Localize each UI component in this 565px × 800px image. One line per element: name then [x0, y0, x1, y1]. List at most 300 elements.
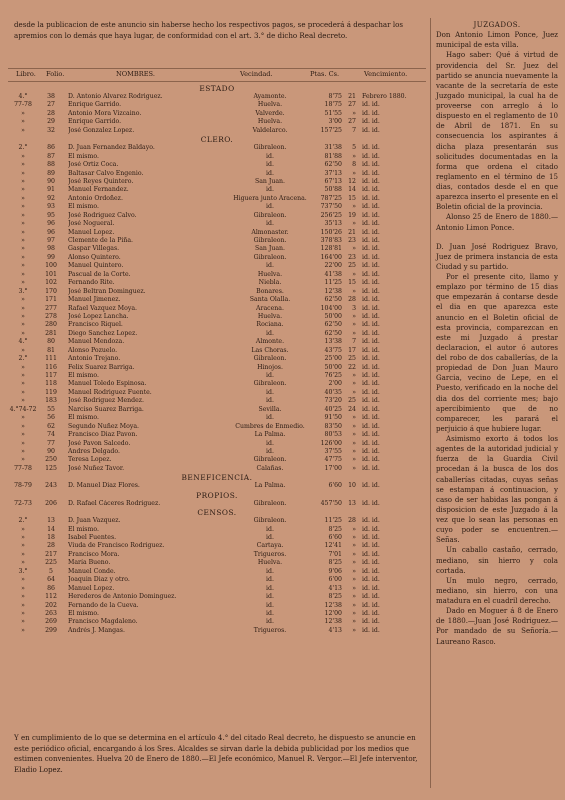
cell-folio: 112	[45, 593, 57, 601]
table-row	[8, 127, 426, 135]
cell-ptas: 6'60	[328, 482, 342, 490]
cell-nombre: Manuel Mendoza.	[68, 338, 125, 346]
table-row	[8, 279, 426, 287]
cell-vecindad: id.	[266, 169, 274, 177]
cell-folio: 118	[45, 380, 57, 388]
table-row	[8, 212, 426, 220]
cell-libro: »	[21, 618, 25, 626]
cell-ptas: 51'55	[324, 109, 342, 117]
cell-nombre: José Rodriguez Mendez.	[68, 397, 144, 405]
cell-nombre: Herederos de Antonio Dominguez.	[68, 593, 177, 601]
cell-libro: »	[21, 329, 25, 337]
cell-nombre: Manuel Lopez.	[68, 228, 115, 236]
cell-nombre: Manuel Toledo Espinosa.	[68, 380, 147, 388]
cell-cts: »	[352, 287, 356, 295]
cell-cts: »	[352, 203, 356, 211]
cell-libro: »	[21, 194, 25, 202]
table-row	[8, 517, 426, 525]
cell-nombre: Viuda de Francisco Rodriguez.	[68, 542, 165, 550]
cell-vecindad: Gibraleon.	[253, 517, 287, 525]
cell-vencimiento: id. id.	[362, 447, 380, 455]
cell-vencimiento: id. id.	[362, 321, 380, 329]
cell-vecindad: La Palma.	[254, 482, 286, 490]
cell-cts: 28	[348, 517, 356, 525]
cell-folio: 5	[49, 567, 53, 575]
cell-vencimiento: id. id.	[362, 609, 380, 617]
cell-folio: 99	[47, 253, 55, 261]
cell-folio: 269	[45, 618, 57, 626]
cell-nombre: Isabel Fuentes.	[68, 534, 117, 541]
cell-vencimiento: id. id.	[362, 296, 380, 304]
cell-cts: »	[352, 388, 356, 396]
cell-cts: »	[352, 380, 356, 388]
cell-cts: 25	[348, 262, 356, 270]
cell-folio: 202	[45, 601, 57, 609]
divider-top	[8, 68, 426, 69]
cell-folio: 32	[47, 126, 55, 134]
juzgados-paragraph: Hago saber: Qué á virtud de providencia del Sr. Juez del partido se anuncia nuevamente la vacante de la secretaría de este Juzgado municipal, la cual ha de proveerse con arreglo á lo dispuesto en el reglamento de 10 de Abril de 1871. En su consecuencia los aspirantes á dicha plaza presentarán sus solicitudes documentadas en la forma que ordena el citado reglamento en el término de 15 dias, contados desde el en que aparezca inserto el presente en el Boletin oficial de la provincia.	[436, 50, 558, 212]
cell-ptas: 8'25	[328, 559, 342, 567]
table-row	[8, 321, 426, 329]
cell-folio: 90	[47, 447, 55, 455]
table-row	[8, 203, 426, 211]
cell-cts: »	[352, 414, 356, 422]
cell-nombre: Manuel Rodriguez Fuente.	[68, 388, 152, 396]
cell-nombre: Joaquin Diaz y otro.	[68, 576, 130, 584]
table-row	[8, 245, 426, 253]
cell-vencimiento: id. id.	[362, 329, 380, 337]
cell-cts: 22	[348, 363, 356, 371]
cell-cts: »	[352, 422, 356, 430]
cell-folio: 81	[47, 346, 55, 354]
cell-nombre: José Gonzalez Lopez.	[68, 126, 135, 134]
cell-libro: »	[21, 203, 25, 211]
table-row	[8, 627, 426, 635]
cell-folio: 86	[47, 584, 55, 592]
cell-libro: »	[21, 228, 25, 236]
cell-folio: 171	[45, 296, 57, 304]
cell-vencimiento: id. id.	[362, 177, 380, 185]
table-row	[8, 610, 426, 618]
cell-folio: 86	[47, 144, 55, 152]
cell-libro: »	[21, 456, 25, 464]
cell-libro: »	[21, 211, 25, 219]
cell-ptas: 22'00	[324, 262, 342, 270]
cell-nombre: Gaspar Villegas.	[68, 245, 120, 253]
cell-libro: »	[21, 152, 25, 160]
cell-vecindad: id.	[266, 262, 274, 270]
table-row	[8, 118, 426, 126]
cell-cts: 23	[348, 237, 356, 244]
cell-vecindad: Gibraleon.	[253, 253, 287, 261]
cell-cts: 12	[348, 177, 356, 185]
cell-ptas: 81'88	[324, 152, 342, 160]
cell-ptas: 126'00	[320, 439, 342, 447]
table-row	[8, 195, 426, 203]
cell-ptas: 25'00	[324, 355, 342, 363]
cell-cts: 7	[352, 338, 356, 346]
juzgados-paragraph: Dado en Moguer á 8 de Enero de 1880.—Juan José Rodriguez.—Por mandado de su Señoría.—Laureano Rasco.	[436, 606, 558, 646]
table-row	[8, 288, 426, 296]
cell-nombre: Segundo Nuñez Moya.	[68, 422, 139, 430]
cell-ptas: 35'13	[324, 220, 342, 228]
cell-ptas: 104'00	[320, 304, 342, 312]
table-row	[8, 338, 426, 346]
cell-vecindad: id.	[266, 567, 274, 575]
cell-nombre: Alonso Pozuelo.	[68, 346, 118, 354]
divider-header	[8, 81, 426, 82]
table-row	[8, 389, 426, 397]
cell-nombre: Francisco Magdaleno.	[68, 618, 138, 626]
cell-cts: »	[352, 626, 356, 634]
cell-cts: »	[352, 329, 356, 337]
cell-vencimiento: id. id.	[362, 245, 380, 253]
cell-libro: »	[21, 237, 25, 244]
cell-vencimiento: id. id.	[362, 388, 380, 396]
cell-vecindad: id.	[266, 618, 274, 626]
cell-libro: »	[21, 447, 25, 455]
cell-cts: »	[352, 312, 356, 320]
table-row	[8, 364, 426, 372]
cell-folio: 13	[47, 517, 55, 525]
cell-folio: 170	[45, 287, 57, 295]
cell-cts: »	[352, 618, 356, 626]
cell-vecindad: Calañas.	[256, 464, 284, 472]
table-row	[8, 220, 426, 228]
cell-cts: 21	[348, 228, 356, 236]
cell-nombre: Manuel Jimenez.	[68, 296, 121, 304]
col-ptas: Ptas. Cs.	[310, 70, 340, 78]
table-row	[8, 593, 426, 601]
table-row	[8, 296, 426, 304]
cell-cts: »	[352, 464, 356, 472]
column-headers	[8, 70, 426, 81]
cell-vecindad: Gibraleon.	[253, 211, 287, 219]
cell-ptas: 17'00	[324, 464, 342, 472]
table-row	[8, 576, 426, 584]
cell-vencimiento: id. id.	[362, 525, 380, 533]
cell-folio: 92	[47, 194, 55, 202]
table-row	[8, 448, 426, 456]
cell-libro: »	[21, 380, 25, 388]
cell-vencimiento: id. id.	[362, 584, 380, 592]
cell-libro: »	[21, 270, 25, 278]
cell-folio: 77	[47, 439, 55, 447]
cell-libro: »	[21, 372, 25, 379]
cell-vecindad: id.	[266, 329, 274, 337]
table-row	[8, 585, 426, 593]
cell-ptas: 67'13	[324, 177, 342, 185]
cell-vecindad: id.	[266, 152, 274, 160]
cell-cts: »	[352, 372, 356, 379]
table-row	[8, 551, 426, 559]
cell-vencimiento: id. id.	[362, 161, 380, 169]
cell-nombre: El mismo.	[68, 203, 99, 211]
juzgados-paragraph: D. Juan José Rodriguez Bravo, Juez de primera instancia de esta Ciudad y su partido.	[436, 241, 558, 271]
cell-libro: »	[21, 161, 25, 169]
cell-nombre: José Reyes Quintero.	[68, 177, 134, 185]
cell-libro: 4.°	[18, 93, 28, 100]
cell-vecindad: Gibraleon.	[253, 380, 287, 388]
cell-libro: »	[21, 109, 25, 117]
cell-cts: »	[352, 525, 356, 533]
cell-folio: 299	[45, 626, 57, 634]
cell-cts: 27	[348, 118, 356, 126]
cell-nombre: Fernando Rite.	[68, 279, 115, 287]
cell-folio: 27	[47, 101, 55, 109]
cell-cts: »	[352, 593, 356, 601]
cell-ptas: 80'53	[324, 431, 342, 439]
cell-folio: 250	[45, 456, 57, 464]
cell-folio: 64	[47, 576, 55, 584]
cell-ptas: 62'50	[324, 161, 342, 169]
cell-libro: »	[21, 262, 25, 270]
cell-cts: »	[352, 584, 356, 592]
cell-cts: »	[352, 609, 356, 617]
table-row	[8, 414, 426, 422]
cell-vencimiento: id. id.	[362, 237, 380, 244]
cell-ptas: 41'38	[324, 270, 342, 278]
cell-ptas: 4'13	[328, 626, 342, 634]
cell-libro: »	[21, 626, 25, 634]
cell-vencimiento: id. id.	[362, 279, 380, 287]
cell-folio: 97	[47, 237, 55, 244]
cell-libro: »	[21, 245, 25, 253]
cell-folio: 100	[45, 262, 57, 270]
cell-vecindad: Ayamonte.	[253, 93, 287, 100]
cell-libro: »	[21, 550, 25, 558]
cell-folio: 62	[47, 422, 55, 430]
cell-libro: »	[21, 388, 25, 396]
cell-nombre: Clemente de la Piña.	[68, 237, 134, 244]
cell-vencimiento: id. id.	[362, 203, 380, 211]
table-row	[8, 526, 426, 534]
cell-vecindad: Valdelarco.	[252, 126, 288, 134]
cell-vecindad: Huelva.	[257, 101, 283, 109]
table-row	[8, 568, 426, 576]
cell-vencimiento: id. id.	[362, 482, 380, 490]
cell-vecindad: Valverde.	[255, 109, 285, 117]
table-row	[8, 355, 426, 363]
cell-folio: 111	[45, 355, 57, 363]
cell-nombre: Manuel Fernandez.	[68, 186, 129, 194]
cell-vecindad: id.	[266, 584, 274, 592]
cell-vencimiento: id. id.	[362, 312, 380, 320]
section-heading: CENSOS.	[197, 508, 237, 518]
cell-vecindad: Gibraleon.	[253, 499, 287, 507]
cell-ptas: 43'75	[324, 346, 342, 354]
cell-nombre: D. Rafael Cáceres Rodriguez.	[68, 499, 161, 507]
cell-cts: 10	[348, 482, 356, 490]
cell-nombre: Andres Delgado.	[68, 447, 120, 455]
cell-ptas: 83'50	[324, 422, 342, 430]
cell-vencimiento: id. id.	[362, 567, 380, 575]
cell-nombre: Felix Suarez Barriga.	[68, 363, 135, 371]
cell-folio: 243	[45, 482, 57, 490]
cell-libro: »	[21, 584, 25, 592]
cell-vencimiento: id. id.	[362, 601, 380, 609]
cell-vencimiento: id. id.	[362, 220, 380, 228]
cell-nombre: Manuel Conde.	[68, 567, 116, 575]
cell-ptas: 457'50	[320, 499, 342, 507]
cell-libro: 2.°	[18, 517, 28, 525]
cell-vecindad: San Juan.	[255, 245, 285, 253]
cell-ptas: 76'25	[324, 372, 342, 379]
cell-cts: »	[352, 321, 356, 329]
cell-folio: 101	[45, 270, 57, 278]
cell-folio: 88	[47, 161, 55, 169]
cell-vecindad: Gibraleon.	[253, 456, 287, 464]
cell-vencimiento: id. id.	[362, 414, 380, 422]
cell-ptas: 164'00	[320, 253, 342, 261]
cell-libro: 3.°	[18, 567, 28, 575]
cell-cts: 23	[348, 253, 356, 261]
cell-folio: 280	[45, 321, 57, 329]
cell-libro: »	[21, 525, 25, 533]
cell-nombre: Diego Sanchez Lopez.	[68, 329, 138, 337]
cell-cts: »	[352, 576, 356, 584]
cell-vencimiento: id. id.	[362, 346, 380, 354]
cell-vecindad: Huelva.	[257, 118, 283, 126]
cell-vecindad: Trigueros.	[253, 550, 287, 558]
cell-vecindad: id.	[266, 388, 274, 396]
juzgados-paragraph: Don Antonio Limon Ponce, Juez municipal de esta villa.	[436, 30, 558, 50]
cell-nombre: José Beltran Dominguez.	[68, 287, 146, 295]
table-row	[8, 186, 426, 194]
cell-vencimiento: id. id.	[362, 626, 380, 634]
cell-folio: 263	[45, 609, 57, 617]
cell-ptas: 8'25	[328, 593, 342, 601]
cell-cts: 7	[352, 126, 356, 134]
cell-libro: »	[21, 186, 25, 194]
cell-folio: 28	[47, 109, 55, 117]
cell-folio: 28	[47, 542, 55, 550]
cell-folio: 117	[45, 372, 57, 379]
cell-folio: 29	[47, 118, 55, 126]
cell-vencimiento: id. id.	[362, 593, 380, 601]
cell-vencimiento: id. id.	[362, 152, 380, 160]
cell-libro: »	[21, 414, 25, 422]
cell-vencimiento: id. id.	[362, 372, 380, 379]
table-row	[8, 618, 426, 626]
cell-libro: »	[21, 601, 25, 609]
cell-folio: 38	[47, 93, 55, 100]
cell-libro: »	[21, 363, 25, 371]
cell-nombre: Andrés J. Mangas.	[68, 626, 125, 634]
cell-folio: 95	[47, 211, 55, 219]
cell-ptas: 12'38	[324, 618, 342, 626]
cell-vencimiento: id. id.	[362, 499, 380, 507]
cell-ptas: 62'50	[324, 296, 342, 304]
juzgados-column	[436, 20, 558, 647]
table-row	[8, 431, 426, 439]
cell-libro: »	[21, 576, 25, 584]
cell-libro: »	[21, 169, 25, 177]
cell-vecindad: id.	[266, 186, 274, 194]
cell-cts: 27	[348, 101, 356, 109]
cell-vecindad: id.	[266, 439, 274, 447]
cell-nombre: Baltasar Calvo Engenio.	[68, 169, 144, 177]
cell-folio: 119	[45, 388, 57, 396]
cell-vencimiento: id. id.	[362, 380, 380, 388]
table-row	[8, 482, 426, 490]
cell-libro: »	[21, 559, 25, 567]
table-row	[8, 101, 426, 109]
cell-vencimiento: id. id.	[362, 186, 380, 194]
cell-vencimiento: id. id.	[362, 270, 380, 278]
cell-vecindad: id.	[266, 203, 274, 211]
col-folio: Folio.	[46, 70, 65, 78]
table-row	[8, 465, 426, 473]
cell-nombre: Enrique Garrido.	[68, 101, 122, 109]
table-row	[8, 559, 426, 567]
juzgados-header: JUZGADOS.	[473, 20, 521, 29]
cell-ptas: 6'00	[328, 576, 342, 584]
cell-folio: 93	[47, 203, 55, 211]
cell-vecindad: Higuera junto Aracena.	[233, 194, 307, 202]
cell-nombre: El mismo.	[68, 609, 99, 617]
cell-vecindad: Huelva.	[257, 312, 283, 320]
cell-cts: »	[352, 542, 356, 550]
cell-cts: 15	[348, 279, 356, 287]
cell-libro: »	[21, 177, 25, 185]
cell-vecindad: id.	[266, 372, 274, 379]
cell-ptas: 18'75	[324, 101, 342, 109]
cell-ptas: 40'25	[324, 405, 342, 413]
cell-nombre: Francisco Mora.	[68, 550, 120, 558]
table-row	[8, 178, 426, 186]
cell-cts: »	[352, 169, 356, 177]
cell-cts: 25	[348, 355, 356, 363]
table-row	[8, 347, 426, 355]
cell-libro: »	[21, 296, 25, 304]
cell-cts: »	[352, 220, 356, 228]
cell-nombre: Francisco Diaz Pavon.	[68, 431, 138, 439]
cell-nombre: Antonio Trejano.	[68, 355, 121, 363]
section-heading: PROPIOS.	[196, 490, 238, 500]
cell-libro: »	[21, 439, 25, 447]
table-row	[8, 500, 426, 508]
cell-vencimiento: id. id.	[362, 109, 380, 117]
cell-libro: »	[21, 118, 25, 126]
cell-nombre: José Nuñez Tavor.	[68, 464, 125, 472]
cell-vecindad: id.	[266, 397, 274, 405]
cell-cts: 19	[348, 211, 356, 219]
cell-vecindad: Aracena.	[256, 304, 284, 312]
cell-vencimiento: id. id.	[362, 431, 380, 439]
cell-cts: »	[352, 152, 356, 160]
cell-folio: 96	[47, 228, 55, 236]
cell-vecindad: Sevilla.	[258, 405, 282, 413]
cell-vecindad: Cartaya.	[256, 542, 284, 550]
cell-vecindad: Cumbres de Enmedio.	[235, 422, 305, 430]
cell-vecindad: Rociana.	[256, 321, 284, 329]
cell-vencimiento: id. id.	[362, 211, 380, 219]
cell-ptas: 37'13	[324, 169, 342, 177]
cell-vecindad: id.	[266, 161, 274, 169]
cell-nombre: José Lopez Lancha.	[68, 312, 129, 320]
cell-folio: 90	[47, 177, 55, 185]
table-row	[8, 110, 426, 118]
cell-folio: 217	[45, 550, 57, 558]
cell-libro: »	[21, 397, 25, 405]
table-row	[8, 372, 426, 380]
cell-folio: 116	[45, 363, 57, 371]
cell-libro: »	[21, 422, 25, 430]
cell-vecindad: Hinojos.	[257, 363, 283, 371]
cell-folio: 277	[45, 304, 57, 312]
cell-folio: 281	[45, 329, 57, 337]
